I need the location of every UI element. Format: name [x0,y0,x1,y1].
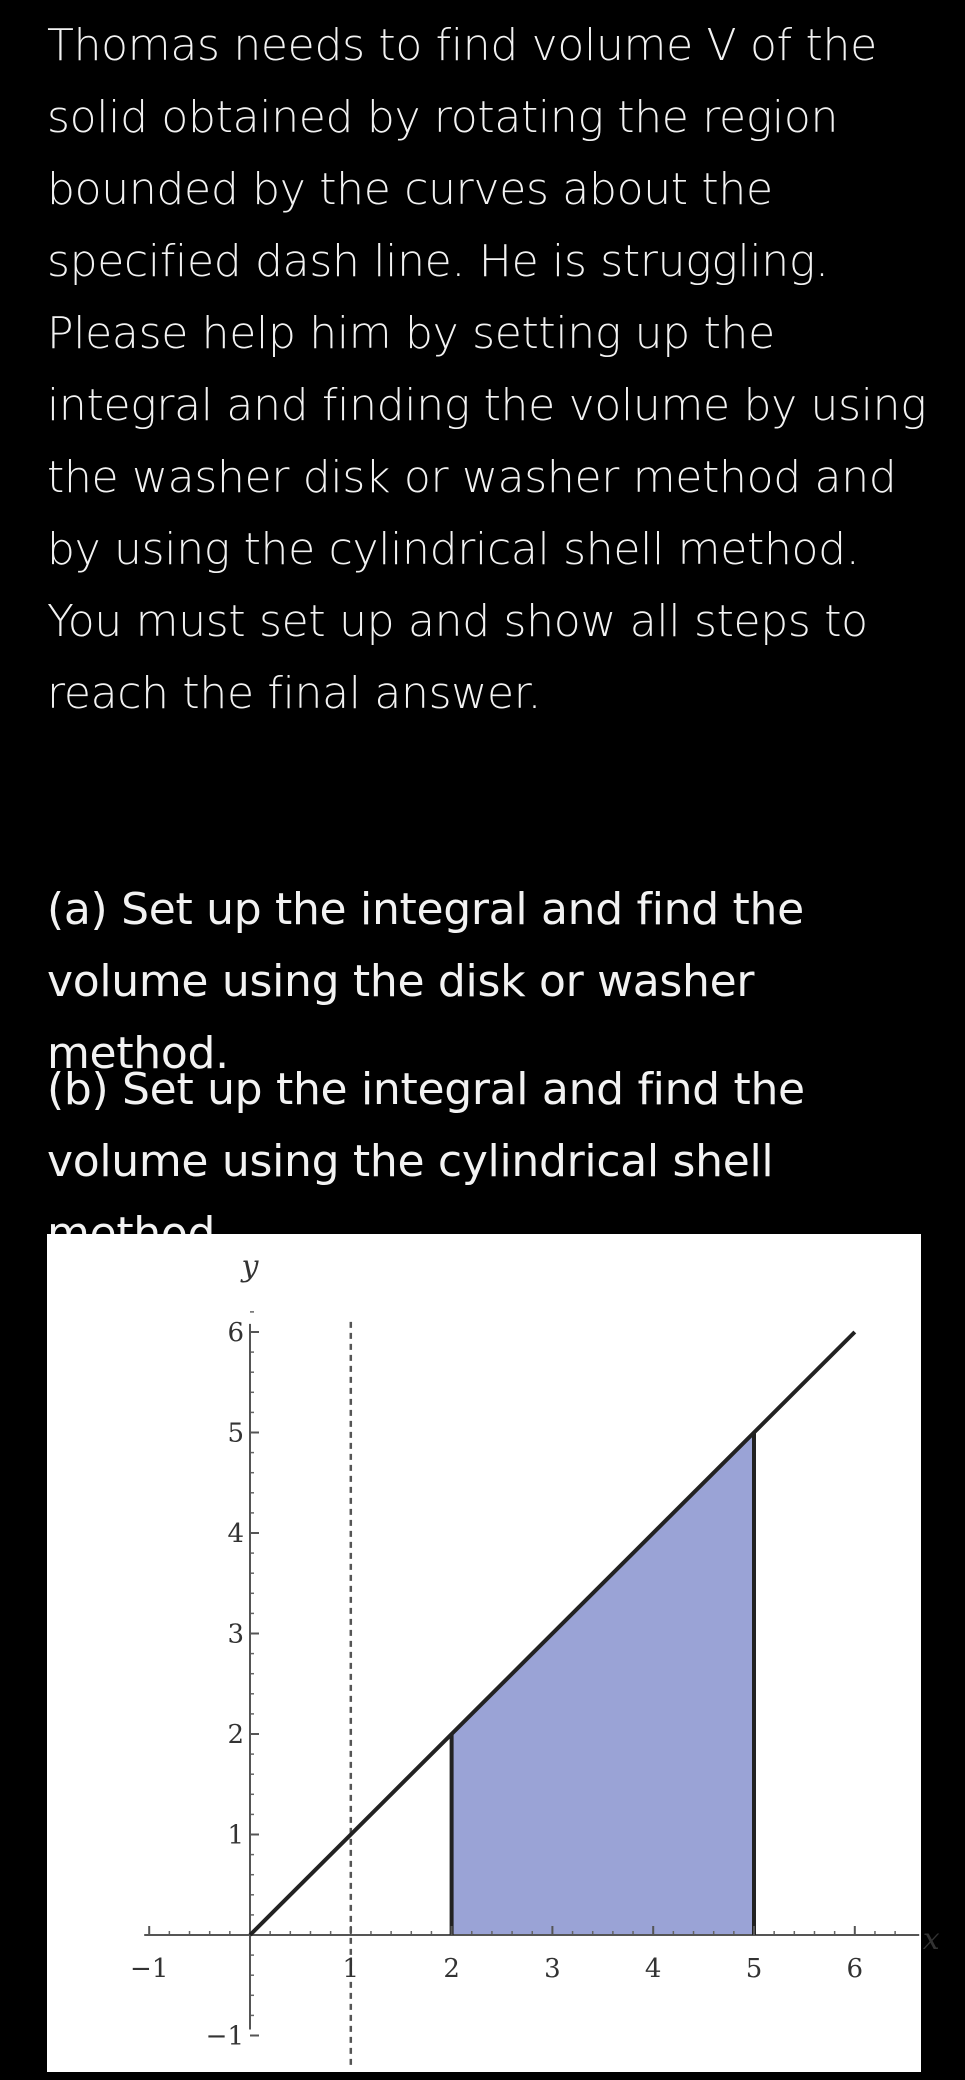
y-tick-label: −1 [205,2021,244,2052]
y-tick-label: 5 [227,1418,244,1449]
region-plot [47,1234,940,2072]
question-text: Thomas needs to find volume V of the solid obtained by rotating the region bounded by the curves about the specified dash line. He is struggling. Please help him by setting up the integral and finding the volume by using the washer disk or washer method and by using the cylindrical shell method. You must set up and show all steps to reach the final answer. [47,20,927,719]
graph-figure [47,1234,940,2072]
y-axis-label: y [241,1248,259,1284]
x-tick-label: 3 [544,1954,561,1984]
y-tick-label: 6 [227,1318,244,1348]
y-tick-label: 3 [227,1619,244,1650]
y-tick-label: 2 [227,1720,244,1750]
y-major-ticks [206,1318,259,2052]
x-axis-label: x [922,1922,940,1957]
part-a-text: (a) Set up the integral and find the volume using the disk or washer method. [47,884,804,1079]
x-tick-label: 6 [846,1954,864,1984]
y-tick-label: 1 [227,1820,244,1851]
shaded-region [452,1433,754,1936]
x-tick-label: −1 [130,1954,169,1984]
y-tick-label: 4 [227,1519,244,1549]
x-tick-label: 1 [342,1954,360,1984]
part-b-text: (b) Set up the integral and find the volume using the cylindrical shell [47,1064,805,1187]
x-tick-label: 5 [745,1954,763,1984]
x-tick-label: 2 [443,1954,460,1984]
x-tick-label: 4 [644,1954,662,1984]
